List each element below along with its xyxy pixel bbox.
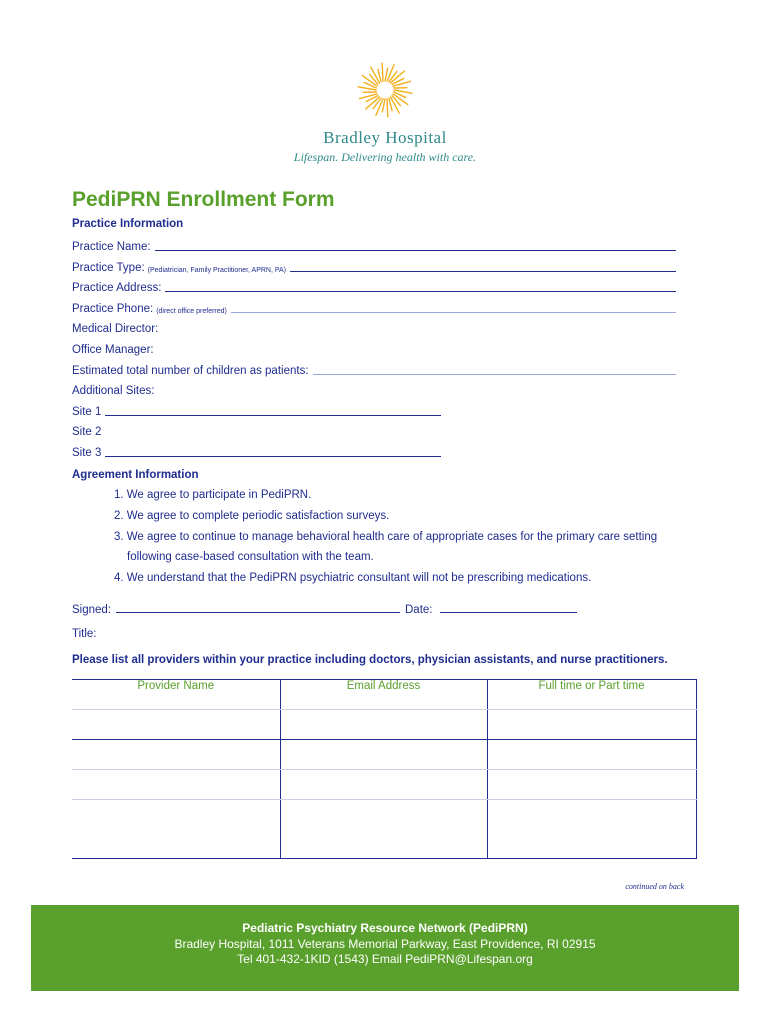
email-address-cell[interactable] (280, 800, 487, 859)
practice-phone-field[interactable] (72, 299, 676, 315)
agreement-item-3: 3. We agree to continue to manage behavioral health care of appropriate cases for the primary care setting (114, 531, 658, 543)
practice-phone-label: Practice Phone: (72, 303, 154, 315)
children-count-field[interactable] (72, 361, 676, 377)
practice-phone-line[interactable] (231, 311, 676, 313)
agreement-item-3-continued: following case-based consultation with the team. (127, 551, 374, 563)
office-manager-label: Office Manager: (72, 344, 154, 356)
additional-sites-heading (72, 381, 154, 397)
practice-name-label: Practice Name: (72, 241, 151, 253)
practice-phone-hint: (direct office preferred) (156, 308, 227, 315)
hospital-name: Bradley Hospital (323, 128, 447, 147)
employment-type-cell[interactable] (487, 740, 696, 770)
site3-label: Site 3 (72, 447, 102, 459)
site1-label: Site 1 (72, 406, 102, 418)
medical-director-field[interactable] (72, 319, 158, 335)
email-address-cell[interactable] (280, 740, 487, 770)
children-count-label: Estimated total number of children as patients: (72, 365, 309, 377)
office-manager-field[interactable] (72, 340, 154, 356)
agreement-item-1: 1. We agree to participate in PediPRN. (114, 489, 312, 501)
email-address-cell[interactable] (280, 710, 487, 740)
hospital-tagline: Lifespan. Delivering health with care. (293, 150, 477, 164)
table-row[interactable] (72, 800, 696, 859)
practice-type-field[interactable] (72, 258, 676, 274)
practice-type-hint: (Pediatrician, Family Practitioner, APRN, PA) (147, 267, 287, 274)
provider-name-header: Provider Name (72, 680, 280, 710)
practice-name-field[interactable] (72, 237, 676, 253)
continued-note: continued on back (625, 882, 684, 891)
footer-banner (31, 905, 739, 991)
practice-info-heading: Practice Information (72, 218, 184, 230)
medical-director-label: Medical Director: (72, 323, 159, 335)
site3-line[interactable] (105, 455, 441, 457)
date-field[interactable] (405, 600, 433, 616)
site2-field[interactable] (72, 422, 101, 438)
site2-label: Site 2 (72, 426, 102, 438)
providers-table (72, 679, 697, 859)
practice-type-label: Practice Type: (72, 262, 145, 274)
sunburst-logo-icon (355, 60, 415, 120)
providers-instruction: Please list all providers within your practice including doctors, physician assistants, and nurse practitioners. (72, 654, 668, 666)
employment-type-header: Full time or Part time (487, 680, 696, 710)
table-row[interactable] (72, 710, 696, 740)
footer-address: Bradley Hospital, 1011 Veterans Memorial Parkway, East Providence, RI 02915 (174, 937, 596, 951)
provider-name-cell[interactable] (72, 770, 280, 800)
title-field[interactable] (72, 624, 97, 640)
signed-label: Signed: (72, 604, 112, 616)
practice-address-label: Practice Address: (72, 282, 162, 294)
title-label: Title: (72, 628, 97, 640)
agreement-item-4: 4. We understand that the PediPRN psychiatric consultant will not be prescribing medications. (114, 572, 592, 584)
additional-sites-label: Additional Sites: (72, 385, 155, 397)
table-row[interactable] (72, 770, 696, 800)
practice-type-line[interactable] (290, 270, 676, 272)
employment-type-cell[interactable] (487, 710, 696, 740)
practice-address-line[interactable] (165, 290, 676, 292)
site1-line[interactable] (105, 414, 441, 416)
email-address-header: Email Address (280, 680, 487, 710)
provider-name-cell[interactable] (72, 740, 280, 770)
provider-name-cell[interactable] (72, 710, 280, 740)
footer-contact: Tel 401-432-1KID (1543) Email PediPRN@Lifespan.org (237, 952, 533, 966)
email-address-cell[interactable] (280, 770, 487, 800)
date-label: Date: (405, 604, 433, 616)
agreement-heading: Agreement Information (72, 469, 199, 481)
table-row[interactable] (72, 740, 696, 770)
employment-type-cell[interactable] (487, 800, 696, 859)
providers-header-row (72, 680, 696, 710)
employment-type-cell[interactable] (487, 770, 696, 800)
footer-network-name: Pediatric Psychiatry Resource Network (PediPRN) (242, 921, 528, 935)
practice-name-line[interactable] (155, 249, 676, 251)
site1-field[interactable] (72, 402, 441, 418)
signed-field[interactable] (72, 600, 111, 616)
provider-name-cell[interactable] (72, 800, 280, 859)
signed-line[interactable] (116, 612, 400, 613)
children-count-line[interactable] (313, 373, 676, 375)
form-title: PediPRN Enrollment Form (72, 188, 335, 211)
site3-field[interactable] (72, 443, 441, 459)
date-line[interactable] (440, 612, 577, 613)
practice-address-field[interactable] (72, 278, 676, 294)
hospital-logo (0, 60, 770, 165)
agreement-item-2: 2. We agree to complete periodic satisfaction surveys. (114, 510, 390, 522)
